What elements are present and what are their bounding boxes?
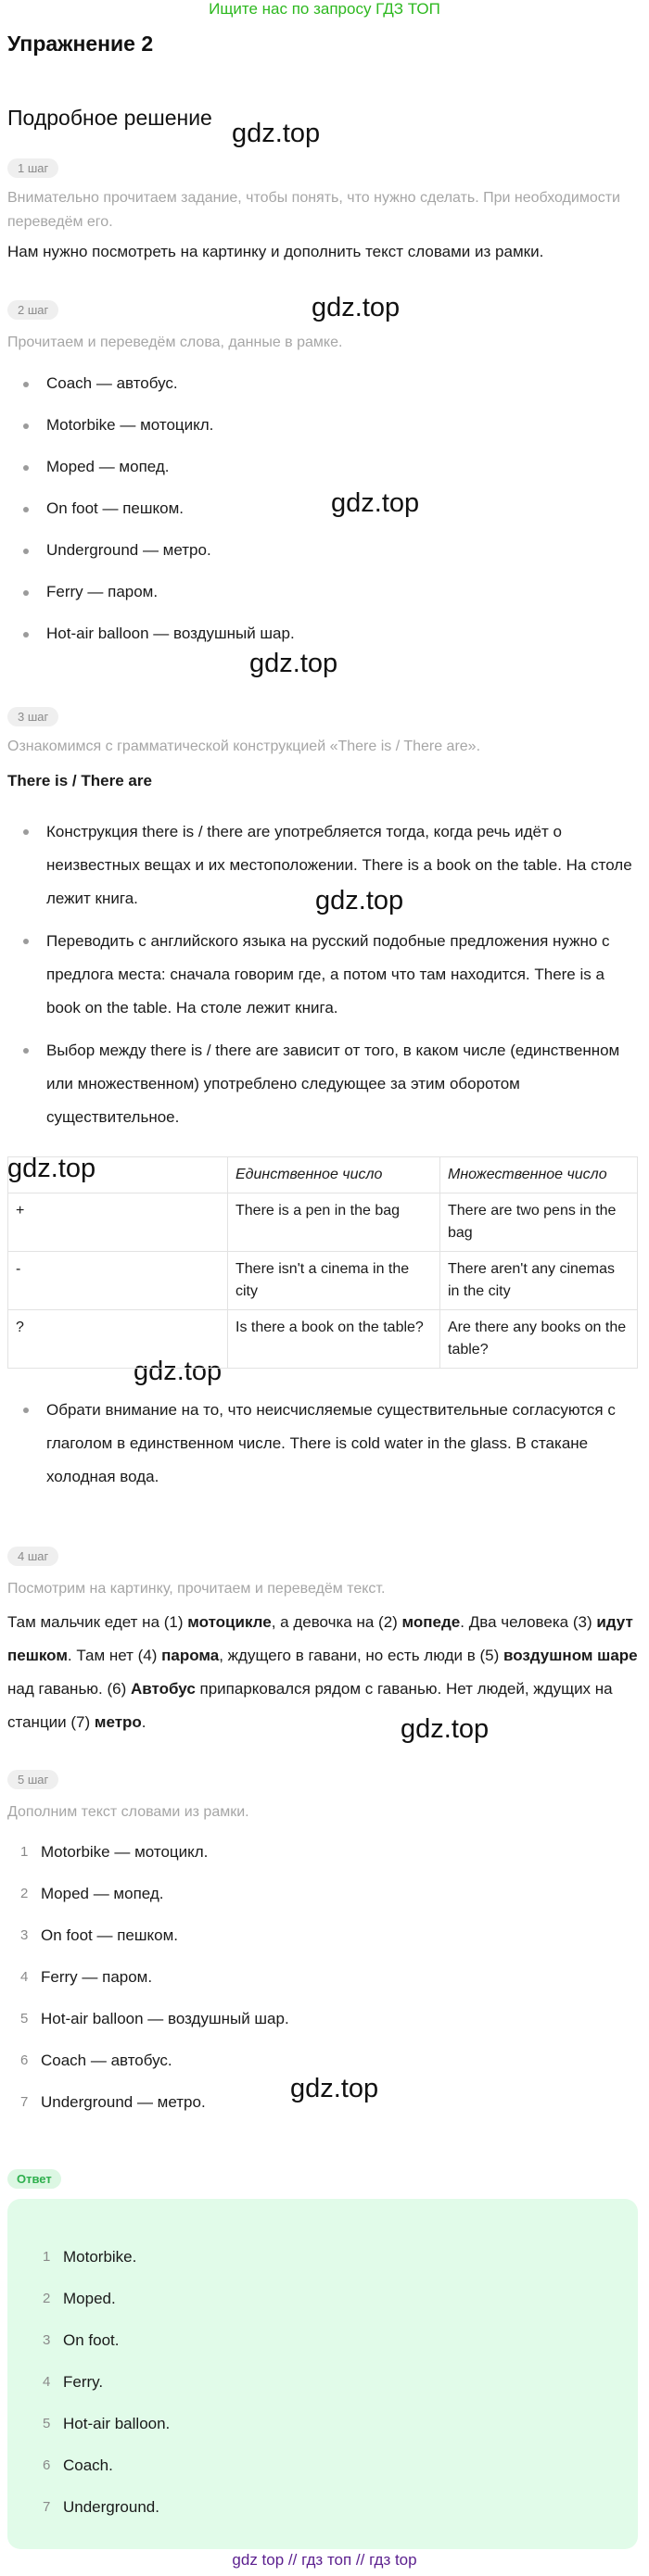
watermark: gdz.top bbox=[312, 293, 401, 322]
item-text: Moped. bbox=[63, 2290, 116, 2307]
watermark: gdz.top bbox=[249, 649, 338, 678]
watermark: gdz.top bbox=[7, 1154, 96, 1183]
answer-badge: Ответ bbox=[7, 2169, 61, 2189]
watermark: gdz.top bbox=[401, 1714, 490, 1744]
item-number: 5 bbox=[43, 2416, 51, 2431]
item-text: Ferry. bbox=[63, 2373, 104, 2391]
search-banner[interactable]: Ищите нас по запросу ГДЗ ТОП bbox=[209, 0, 440, 18]
item-text: Moped — мопед. bbox=[41, 1885, 164, 1902]
grammar-rules bbox=[7, 815, 638, 1143]
list-item: Underground — метро. bbox=[7, 536, 638, 577]
page-title: Упражнение 2 bbox=[7, 32, 154, 56]
item-number: 3 bbox=[43, 2332, 51, 2348]
step-hint: Посмотрим на картинку, прочитаем и переведём текст. bbox=[7, 1581, 386, 1597]
table-cell: Are there any books on the table? bbox=[440, 1310, 638, 1369]
list-item bbox=[7, 1879, 638, 1921]
item-text: Ferry — паром. bbox=[41, 1968, 153, 1986]
item-text: Underground — метро. bbox=[41, 2093, 206, 2111]
grammar-heading: There is / There are bbox=[7, 772, 152, 789]
watermark: gdz.top bbox=[134, 1357, 223, 1386]
list-item bbox=[30, 2242, 623, 2284]
item-number: 5 bbox=[20, 2011, 29, 2027]
answer-word: Автобус bbox=[131, 1680, 196, 1698]
table-cell: - bbox=[8, 1252, 228, 1310]
item-text: Hot-air balloon. bbox=[63, 2415, 171, 2432]
table-cell: + bbox=[8, 1193, 228, 1252]
step-hint: Ознакомимся с грамматической конструкцией «There is / There are». bbox=[7, 739, 481, 754]
table-header: Единственное число bbox=[228, 1157, 440, 1193]
text-part: . Там нет (4) bbox=[67, 1647, 162, 1664]
item-number: 6 bbox=[20, 2052, 29, 2068]
list-item bbox=[30, 2284, 623, 2326]
text-part: . Два человека (3) bbox=[460, 1613, 597, 1631]
text-part: , а девочка на (2) bbox=[271, 1613, 402, 1631]
item-text: Coach. bbox=[63, 2456, 113, 2474]
item-number: 7 bbox=[20, 2094, 29, 2110]
list-item bbox=[7, 2046, 638, 2088]
list-item: Moped — мопед. bbox=[7, 452, 638, 494]
step-hint: Внимательно прочитаем задание, чтобы понять, что нужно сделать. При необходимости переведём его. bbox=[7, 190, 620, 230]
item-number: 3 bbox=[20, 1927, 29, 1943]
list-item bbox=[7, 2088, 638, 2129]
footer-links[interactable]: gdz top // гдз топ // гдз top bbox=[232, 2551, 417, 2569]
watermark: gdz.top bbox=[315, 886, 404, 915]
list-item bbox=[30, 2409, 623, 2451]
item-number: 4 bbox=[20, 1969, 29, 1985]
item-text: Motorbike. bbox=[63, 2248, 137, 2266]
list-item bbox=[7, 1963, 638, 2004]
table-cell: ? bbox=[8, 1310, 228, 1369]
answer-word: мотоцикле bbox=[187, 1613, 272, 1631]
list-item bbox=[30, 2493, 623, 2534]
watermark: gdz.top bbox=[232, 119, 321, 148]
list-item: On foot — пешком. bbox=[7, 494, 638, 536]
list-item: Coach — автобус. bbox=[7, 369, 638, 410]
step-text: Нам нужно посмотреть на картинку и дополнить текст словами из рамки. bbox=[7, 243, 544, 260]
list-item: Конструкция there is / there are употребляется тогда, когда речь идёт о неизвестных вещах и их местоположении. There is a book on the table. На столе лежит книга. bbox=[7, 815, 638, 915]
step-badge: 3 шаг bbox=[7, 707, 58, 726]
step-hint: Прочитаем и переведём слова, данные в рамке. bbox=[7, 335, 343, 350]
list-item bbox=[30, 2326, 623, 2368]
answer-word: идут пешком bbox=[7, 1613, 633, 1664]
grammar-table bbox=[7, 1156, 638, 1369]
item-text: On foot. bbox=[63, 2331, 120, 2349]
item-number: 6 bbox=[43, 2457, 51, 2473]
answer-word: метро bbox=[94, 1713, 142, 1731]
text-part: . bbox=[141, 1713, 146, 1731]
list-item: Переводить с английского языка на русский подобные предложения нужно с предлога места: сначала говорим где, а потом что там находится. There is a book on the table. На столе лежит книга. bbox=[7, 925, 638, 1025]
item-text: Motorbike — мотоцикл. bbox=[41, 1843, 209, 1861]
translated-text bbox=[7, 1606, 638, 1739]
completed-list bbox=[7, 1837, 638, 2129]
item-number: 1 bbox=[43, 2249, 51, 2265]
list-item: Обрати внимание на то, что неисчисляемые существительные согласуются с глаголом в единственном числе. There is cold water in the glass. В стакане холодная вода. bbox=[7, 1394, 638, 1494]
list-item bbox=[30, 2368, 623, 2409]
watermark: gdz.top bbox=[290, 2074, 379, 2103]
text-part: , ждущего в гавани, но есть люди в (5) bbox=[219, 1647, 503, 1664]
table-header: Множественное число bbox=[440, 1157, 638, 1193]
item-number: 1 bbox=[20, 1844, 29, 1860]
list-item bbox=[7, 1837, 638, 1879]
table-cell: There aren't any cinemas in the city bbox=[440, 1252, 638, 1310]
section-title: Подробное решение bbox=[7, 106, 212, 130]
table-row bbox=[8, 1252, 638, 1310]
answer-word: мопеде bbox=[401, 1613, 461, 1631]
text-part: Там мальчик едет на (1) bbox=[7, 1613, 188, 1631]
list-item bbox=[7, 1921, 638, 1963]
table-header-row bbox=[8, 1157, 638, 1193]
answer-word: парома bbox=[161, 1647, 220, 1664]
vocabulary-list bbox=[7, 369, 638, 661]
item-text: On foot — пешком. bbox=[41, 1926, 178, 1944]
table-row bbox=[8, 1310, 638, 1369]
answer-list bbox=[30, 2242, 623, 2534]
text-part: над гаванью. (6) bbox=[7, 1680, 132, 1698]
item-text: Hot-air balloon — воздушный шар. bbox=[41, 2010, 289, 2027]
list-item: Hot-air balloon — воздушный шар. bbox=[7, 619, 638, 661]
table-cell: There isn't a cinema in the city bbox=[228, 1252, 440, 1310]
step-badge: 2 шаг bbox=[7, 300, 58, 320]
item-text: Underground. bbox=[63, 2498, 159, 2516]
answer-word: воздушном шаре bbox=[503, 1647, 638, 1664]
item-number: 2 bbox=[20, 1886, 29, 1901]
list-item: Выбор между there is / there are зависит от того, в каком числе (единственном или множественном) употреблено следующее за этим оборотом существительное. bbox=[7, 1034, 638, 1134]
table-cell: There is a pen in the bag bbox=[228, 1193, 440, 1252]
step-hint: Дополним текст словами из рамки. bbox=[7, 1804, 249, 1820]
item-number: 7 bbox=[43, 2499, 51, 2515]
list-item: Motorbike — мотоцикл. bbox=[7, 410, 638, 452]
table-row bbox=[8, 1193, 638, 1252]
list-item bbox=[7, 2004, 638, 2046]
table-header bbox=[8, 1157, 228, 1193]
step-badge: 1 шаг bbox=[7, 158, 58, 178]
watermark: gdz.top bbox=[331, 488, 420, 518]
step-badge: 4 шаг bbox=[7, 1547, 58, 1566]
text-part: припарковался рядом с гаванью. Нет людей, ждущих на станции (7) bbox=[7, 1680, 613, 1731]
table-cell: There are two pens in the bag bbox=[440, 1193, 638, 1252]
grammar-note bbox=[7, 1394, 638, 1503]
table-cell: Is there a book on the table? bbox=[228, 1310, 440, 1369]
item-number: 4 bbox=[43, 2374, 51, 2390]
item-number: 2 bbox=[43, 2291, 51, 2306]
step-badge: 5 шаг bbox=[7, 1770, 58, 1789]
list-item: Ferry — паром. bbox=[7, 577, 638, 619]
item-text: Coach — автобус. bbox=[41, 2052, 172, 2069]
list-item bbox=[30, 2451, 623, 2493]
